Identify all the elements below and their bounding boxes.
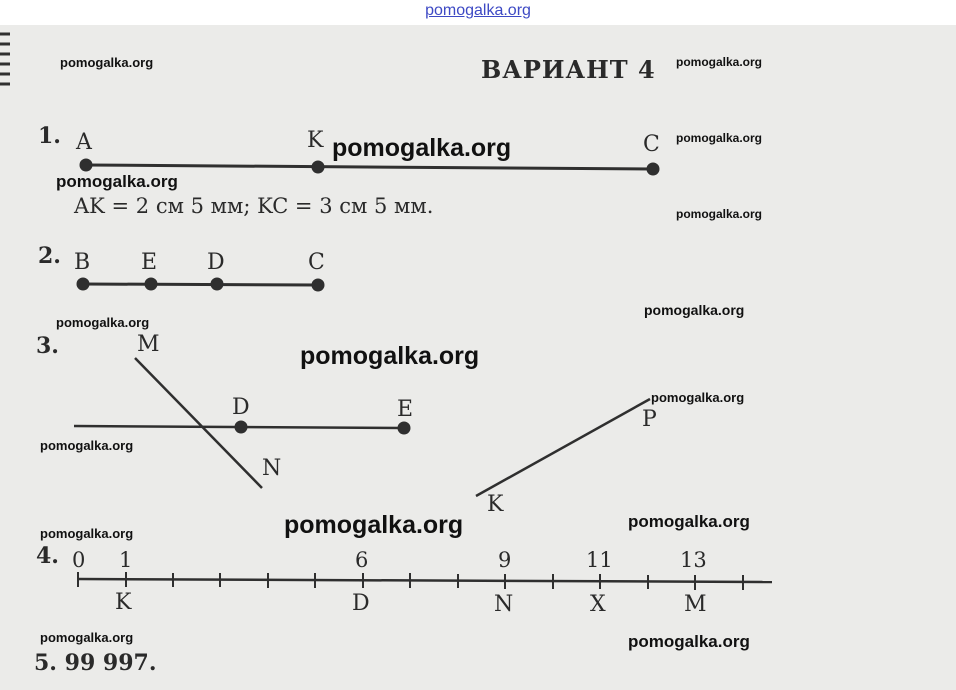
- point-c-label: C: [643, 132, 660, 157]
- point-k-dot: [313, 162, 323, 172]
- point-m4-label: M: [684, 592, 707, 617]
- segment-ac: [86, 165, 653, 169]
- watermark: pomogalka.org: [40, 438, 134, 453]
- point-c-dot: [648, 164, 658, 174]
- watermark: pomogalka.org: [676, 207, 763, 221]
- watermark: pomogalka.org: [284, 511, 464, 539]
- watermark: pomogalka.org: [676, 131, 763, 145]
- segment-kp: [476, 399, 650, 496]
- watermark: pomogalka.org: [676, 55, 763, 69]
- task5-answer: 99 997.: [64, 650, 157, 676]
- point-x4-label: X: [590, 592, 606, 617]
- point-p-label: P: [642, 407, 657, 432]
- point-d4-label: D: [352, 591, 370, 616]
- watermark: pomogalka.org: [628, 632, 750, 651]
- point-d3-label: D: [232, 395, 250, 420]
- point-k-label: K: [307, 128, 324, 153]
- tick-label-9: 9: [498, 548, 512, 572]
- task4-number: 4.: [36, 543, 59, 569]
- segment-bc: [83, 284, 318, 285]
- point-n4-label: N: [494, 592, 514, 617]
- point-a-dot: [81, 160, 91, 170]
- point-e3-label: E: [397, 397, 414, 422]
- point-d-label: D: [207, 250, 225, 275]
- task5-answer-line: [34, 650, 157, 676]
- watermark: pomogalka.org: [56, 315, 150, 330]
- task1-number: 1.: [38, 123, 61, 149]
- binding-marks: [0, 34, 10, 84]
- watermark: pomogalka.org: [40, 526, 134, 541]
- number-line: [78, 579, 772, 582]
- watermark: pomogalka.org: [300, 342, 480, 370]
- point-k4-label: K: [115, 590, 132, 615]
- tick-label-6: 6: [355, 548, 369, 572]
- watermark: pomogalka.org: [60, 55, 154, 70]
- point-c2-dot: [313, 280, 323, 290]
- watermark: pomogalka.org: [651, 390, 745, 405]
- watermark: pomogalka.org: [332, 134, 512, 162]
- point-e3-dot: [399, 423, 409, 433]
- point-e-dot: [146, 279, 156, 289]
- tick-label-0: 0: [72, 548, 86, 572]
- task5-number: 5.: [34, 650, 57, 676]
- point-k3-label: K: [487, 492, 504, 517]
- watermark: pomogalka.org: [628, 512, 750, 531]
- point-a-label: A: [76, 130, 92, 155]
- point-b-dot: [78, 279, 88, 289]
- point-n-label: N: [262, 456, 282, 481]
- task3-number: 3.: [36, 333, 59, 359]
- watermark: pomogalka.org: [644, 302, 745, 318]
- task2-number: 2.: [38, 243, 61, 269]
- watermark: pomogalka.org: [40, 630, 134, 645]
- site-link[interactable]: pomogalka.org: [425, 2, 531, 19]
- point-m-label: M: [137, 332, 160, 357]
- point-d3-dot: [236, 422, 246, 432]
- watermark: pomogalka.org: [56, 172, 178, 191]
- point-c2-label: C: [308, 250, 325, 275]
- variant-title: ВАРИАНТ 4: [481, 55, 656, 84]
- point-d-dot: [212, 279, 222, 289]
- point-b-label: B: [74, 250, 91, 275]
- point-e-label: E: [141, 250, 158, 275]
- tick-label-11: 11: [586, 548, 613, 572]
- task1-answer: AK = 2 см 5 мм; KC = 3 см 5 мм.: [74, 194, 434, 218]
- tick-label-1: 1: [119, 548, 133, 572]
- tick-label-13: 13: [680, 548, 707, 572]
